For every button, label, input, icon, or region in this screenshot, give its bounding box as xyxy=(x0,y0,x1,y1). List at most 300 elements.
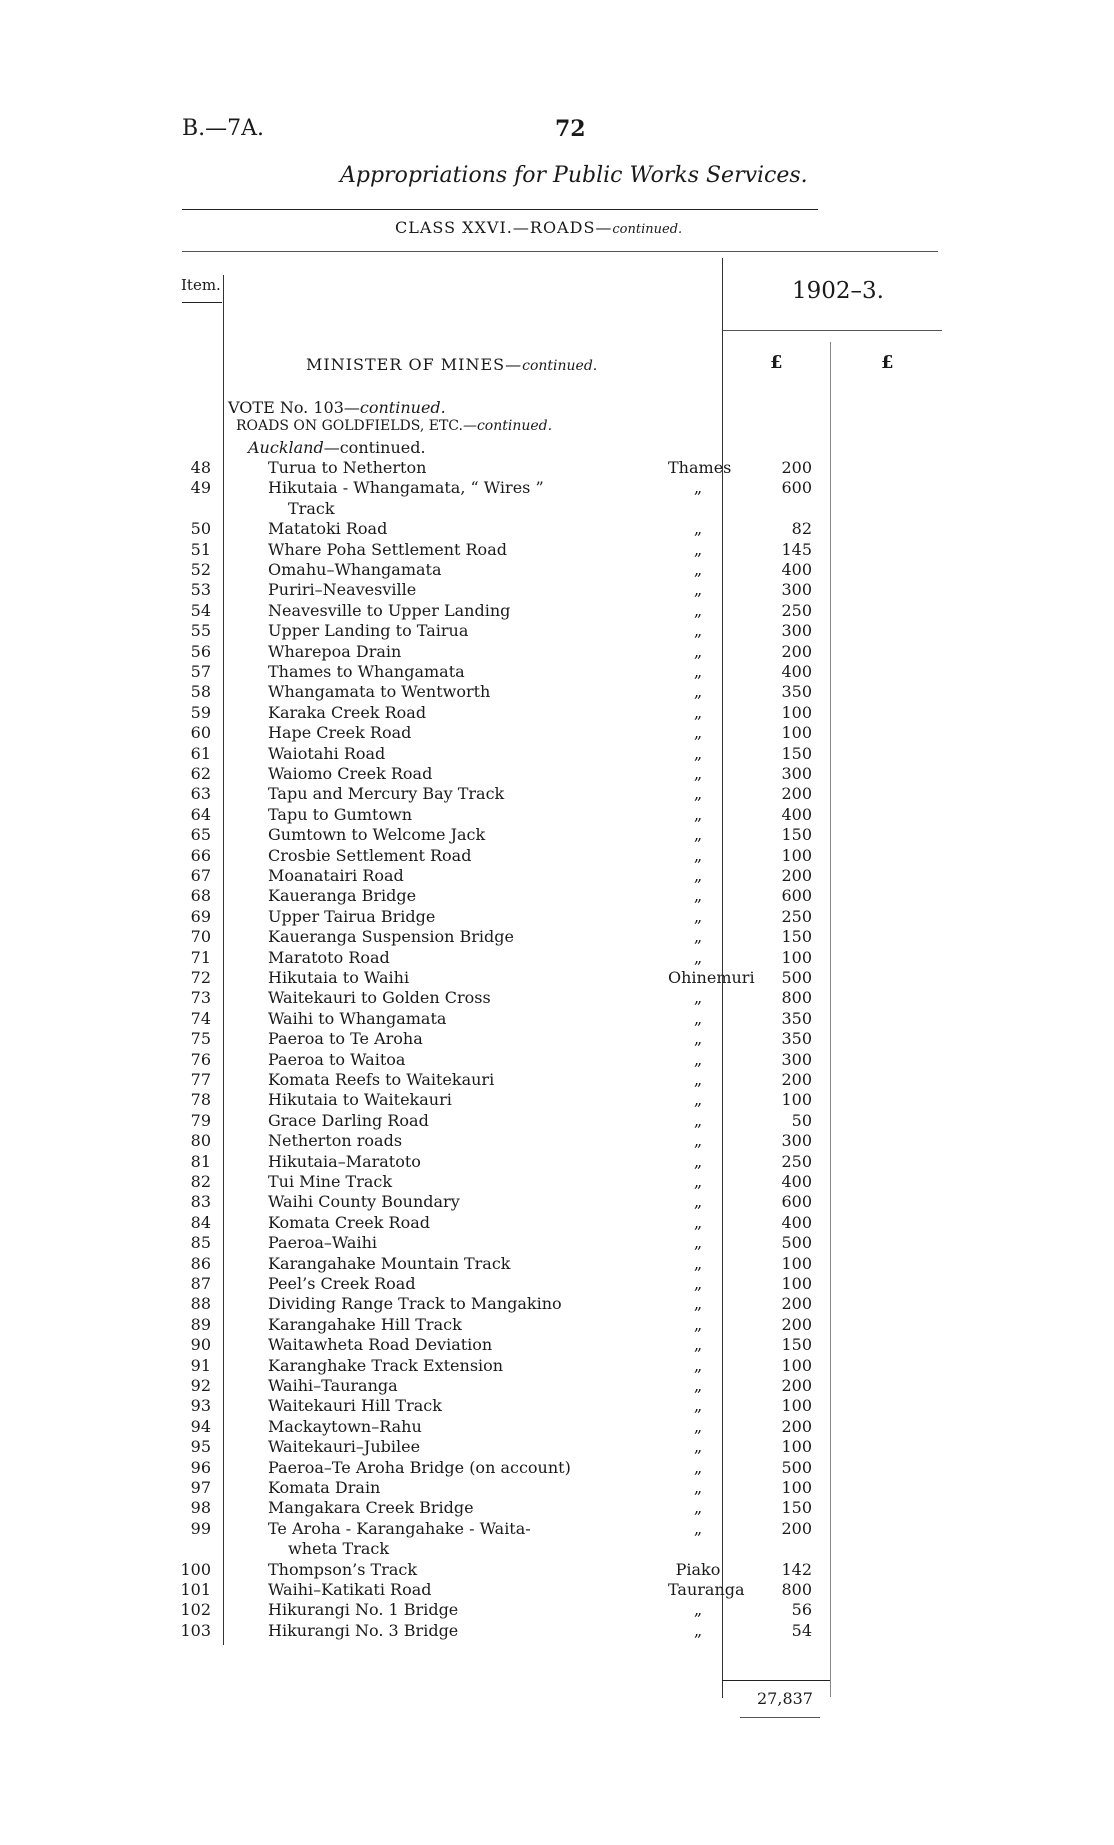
road-name: Tapu to Gumtown xyxy=(268,804,413,824)
amount: 600 xyxy=(781,1192,812,1212)
item-number: 64 xyxy=(190,804,211,824)
item-number: 100 xyxy=(180,1559,211,1579)
item-number: 49 xyxy=(190,478,211,498)
county: „ xyxy=(693,1376,703,1395)
item-number: 97 xyxy=(190,1478,211,1497)
amount: 145 xyxy=(781,539,812,559)
road-name: Omahu–Whangamata xyxy=(268,560,442,579)
amount: 100 xyxy=(781,947,812,967)
road-name: Karangahake Mountain Track xyxy=(268,1253,511,1273)
road-name: Peel’s Creek Road xyxy=(268,1274,416,1293)
table-row xyxy=(0,1233,1114,1253)
item-number: 50 xyxy=(190,519,211,539)
table-row xyxy=(0,1172,1114,1192)
table-row xyxy=(0,1519,1114,1539)
amount: 150 xyxy=(781,927,812,947)
road-name: Paeroa to Waitoa xyxy=(268,1049,406,1069)
road-name: Mackaytown–Rahu xyxy=(268,1416,422,1436)
amount: 500 xyxy=(781,1457,812,1477)
amount: 400 xyxy=(781,560,812,579)
county: „ xyxy=(693,906,703,926)
table-row xyxy=(0,1090,1114,1110)
table-row xyxy=(0,784,1114,804)
item-number: 87 xyxy=(190,1274,211,1293)
county: „ xyxy=(693,886,703,906)
road-name: Waiomo Creek Road xyxy=(268,764,433,783)
amount: 250 xyxy=(781,600,812,620)
amount: 150 xyxy=(781,1335,812,1355)
currency-header-2: £ xyxy=(881,352,894,373)
item-number: 70 xyxy=(190,927,211,947)
item-number: 103 xyxy=(180,1620,211,1640)
road-name: Komata Reefs to Waitekauri xyxy=(268,1070,495,1089)
table-row xyxy=(0,846,1114,866)
item-number: 93 xyxy=(190,1396,211,1416)
road-name: Mangakara Creek Bridge xyxy=(268,1498,474,1518)
county: „ xyxy=(693,1396,703,1416)
year-column-header: 1902–3. xyxy=(792,278,884,304)
county: „ xyxy=(693,1253,703,1273)
county: „ xyxy=(693,1437,703,1457)
table-row xyxy=(0,948,1114,968)
item-number: 74 xyxy=(190,1008,211,1028)
item-number: 57 xyxy=(190,662,211,681)
amount: 350 xyxy=(781,682,812,702)
item-number: 59 xyxy=(190,702,211,722)
table-row xyxy=(0,1580,1114,1600)
table-row xyxy=(0,560,1114,580)
county: „ xyxy=(693,1457,703,1477)
amount: 100 xyxy=(781,702,812,722)
amount: 400 xyxy=(781,1172,812,1191)
county: „ xyxy=(693,1090,703,1110)
road-name: Waitekauri–Jubilee xyxy=(268,1437,421,1457)
item-number: 68 xyxy=(190,886,211,906)
item-number: 94 xyxy=(190,1416,211,1436)
table-row xyxy=(0,519,1114,539)
table-row xyxy=(0,1396,1114,1416)
county: Ohinemuri xyxy=(668,968,755,987)
table-row xyxy=(0,1050,1114,1070)
amount: 150 xyxy=(781,743,812,763)
county: „ xyxy=(693,580,703,600)
road-name: Waitekauri Hill Track xyxy=(268,1396,442,1416)
item-number: 62 xyxy=(190,764,211,783)
road-name: Moanatairi Road xyxy=(268,866,404,885)
road-name: Maratoto Road xyxy=(268,947,390,967)
amount: 200 xyxy=(781,458,812,477)
table-row xyxy=(0,1029,1114,1049)
amount: 800 xyxy=(781,1580,812,1599)
county: „ xyxy=(693,1131,703,1151)
road-name: Waitekauri to Golden Cross xyxy=(268,988,491,1008)
amount: 100 xyxy=(781,1090,812,1110)
class-heading: CLASS XXVI.—ROADS—continued. xyxy=(395,218,683,237)
county: „ xyxy=(693,988,703,1008)
table-row xyxy=(0,662,1114,682)
amount: 400 xyxy=(781,1212,812,1232)
table-row xyxy=(0,642,1114,662)
road-name: Whare Poha Settlement Road xyxy=(268,539,507,559)
amount: 400 xyxy=(781,662,812,681)
amount: 100 xyxy=(781,845,812,865)
item-number: 85 xyxy=(190,1233,211,1253)
road-name: Komata Drain xyxy=(268,1478,381,1497)
item-number: 63 xyxy=(190,784,211,804)
county: „ xyxy=(693,1355,703,1375)
road-name-continuation: Track xyxy=(288,498,335,518)
county: „ xyxy=(693,947,703,967)
amount: 400 xyxy=(781,804,812,824)
amount: 350 xyxy=(781,1029,812,1049)
table-row xyxy=(0,1192,1114,1212)
amount: 300 xyxy=(781,1131,812,1151)
amount: 800 xyxy=(781,988,812,1008)
amount: 600 xyxy=(781,478,812,498)
road-name: Paeroa–Te Aroha Bridge (on account) xyxy=(268,1457,571,1477)
item-number: 60 xyxy=(190,723,211,743)
county: „ xyxy=(693,1212,703,1232)
item-number: 52 xyxy=(190,560,211,579)
amount: 200 xyxy=(781,1294,812,1314)
table-row xyxy=(0,764,1114,784)
item-number: 86 xyxy=(190,1253,211,1273)
table-row xyxy=(0,723,1114,743)
county: „ xyxy=(693,1110,703,1130)
road-name: Waihi County Boundary xyxy=(268,1192,460,1212)
table-row xyxy=(0,1376,1114,1396)
item-number: 90 xyxy=(190,1335,211,1355)
county: „ xyxy=(693,1151,703,1171)
item-number: 61 xyxy=(190,743,211,763)
total-double-rule xyxy=(740,1717,820,1718)
amount: 500 xyxy=(781,1233,812,1253)
table-row xyxy=(0,1478,1114,1498)
table-row xyxy=(0,478,1114,498)
page-title: Appropriations for Public Works Services. xyxy=(340,163,808,188)
table-row xyxy=(0,540,1114,560)
item-number: 51 xyxy=(190,539,211,559)
county: „ xyxy=(693,866,703,885)
amount: 200 xyxy=(781,1518,812,1538)
amount: 200 xyxy=(781,1416,812,1436)
county: „ xyxy=(693,1620,703,1640)
county: „ xyxy=(693,1314,703,1334)
road-name: Crosbie Settlement Road xyxy=(268,845,472,865)
county: „ xyxy=(693,560,703,579)
county: „ xyxy=(693,662,703,681)
district-heading: Auckland—continued. xyxy=(248,438,426,457)
item-number: 53 xyxy=(190,580,211,600)
amount: 82 xyxy=(791,519,812,539)
amount: 100 xyxy=(781,723,812,743)
item-number: 88 xyxy=(190,1294,211,1314)
county: „ xyxy=(693,1335,703,1355)
county: „ xyxy=(693,1008,703,1028)
item-number: 79 xyxy=(190,1110,211,1130)
item-number: 102 xyxy=(180,1600,211,1620)
minister-heading: MINISTER OF MINES—continued. xyxy=(306,355,598,374)
county: „ xyxy=(693,539,703,559)
table-row xyxy=(0,1458,1114,1478)
table-row xyxy=(0,1274,1114,1294)
road-name: Gumtown to Welcome Jack xyxy=(268,825,486,845)
table-row xyxy=(0,1111,1114,1131)
road-name: Paeroa–Waihi xyxy=(268,1233,378,1253)
county: „ xyxy=(693,1274,703,1293)
item-number: 91 xyxy=(190,1355,211,1375)
road-name: Tapu and Mercury Bay Track xyxy=(268,784,505,804)
item-number: 73 xyxy=(190,988,211,1008)
item-number: 92 xyxy=(190,1376,211,1395)
item-number: 72 xyxy=(190,968,211,987)
county: „ xyxy=(693,682,703,702)
county: „ xyxy=(693,1070,703,1089)
road-name: Hikutaia–Maratoto xyxy=(268,1151,421,1171)
amount: 142 xyxy=(781,1559,812,1579)
table-row xyxy=(0,825,1114,845)
amount: 100 xyxy=(781,1478,812,1497)
road-name: Matatoki Road xyxy=(268,519,388,539)
item-number: 76 xyxy=(190,1049,211,1069)
amount: 250 xyxy=(781,906,812,926)
table-row xyxy=(0,988,1114,1008)
amount: 200 xyxy=(781,1070,812,1089)
amount: 200 xyxy=(781,1314,812,1334)
amount: 300 xyxy=(781,764,812,783)
item-number: 95 xyxy=(190,1437,211,1457)
road-name: Karanghake Track Extension xyxy=(268,1355,504,1375)
total-amount: 27,837 xyxy=(757,1689,813,1708)
county: „ xyxy=(693,927,703,947)
item-number: 69 xyxy=(190,906,211,926)
road-name: Upper Landing to Tairua xyxy=(268,621,469,641)
currency-header-1: £ xyxy=(770,352,783,373)
item-number: 96 xyxy=(190,1457,211,1477)
county: „ xyxy=(693,1049,703,1069)
item-number: 58 xyxy=(190,682,211,702)
table-row xyxy=(0,886,1114,906)
county: „ xyxy=(693,1294,703,1314)
county: Tauranga xyxy=(668,1580,745,1599)
item-number: 99 xyxy=(190,1518,211,1538)
county: „ xyxy=(693,478,703,498)
table-row xyxy=(0,805,1114,825)
county: „ xyxy=(693,1029,703,1049)
vote-heading: VOTE No. 103—continued. xyxy=(228,398,446,417)
amount: 100 xyxy=(781,1274,812,1293)
item-number: 83 xyxy=(190,1192,211,1212)
amount: 300 xyxy=(781,621,812,641)
amount: 150 xyxy=(781,825,812,845)
item-number: 65 xyxy=(190,825,211,845)
year-header-rule xyxy=(722,330,942,331)
road-name: Komata Creek Road xyxy=(268,1212,430,1232)
road-name: Neavesville to Upper Landing xyxy=(268,600,511,620)
road-name: Hikutaia - Whangamata, “ Wires ” xyxy=(268,478,544,498)
item-number: 54 xyxy=(190,600,211,620)
amount: 600 xyxy=(781,886,812,906)
table-row xyxy=(0,1437,1114,1457)
amount: 200 xyxy=(781,866,812,885)
table-row xyxy=(0,907,1114,927)
road-name: Grace Darling Road xyxy=(268,1110,429,1130)
roads-heading: ROADS ON GOLDFIELDS, ETC.—continued. xyxy=(236,418,553,434)
item-number: 71 xyxy=(190,947,211,967)
county: „ xyxy=(693,1233,703,1253)
item-number: 77 xyxy=(190,1070,211,1089)
item-number: 48 xyxy=(190,458,211,477)
table-row xyxy=(0,1070,1114,1090)
road-name: Te Aroha - Karangahake - Waita- xyxy=(268,1518,531,1538)
county: Thames xyxy=(668,458,732,477)
county: „ xyxy=(693,1518,703,1538)
road-name: Paeroa to Te Aroha xyxy=(268,1029,423,1049)
road-name: Tui Mine Track xyxy=(268,1172,393,1191)
item-number: 82 xyxy=(190,1172,211,1191)
road-name: Puriri–Neavesville xyxy=(268,580,417,600)
road-name: Kaueranga Suspension Bridge xyxy=(268,927,514,947)
table-row xyxy=(0,601,1114,621)
amount: 200 xyxy=(781,1376,812,1395)
road-name: Thames to Whangamata xyxy=(268,662,465,681)
county: „ xyxy=(693,1600,703,1620)
road-name: Turua to Netherton xyxy=(268,458,427,477)
item-number: 67 xyxy=(190,866,211,885)
table-row xyxy=(0,1131,1114,1151)
table-row xyxy=(0,1498,1114,1518)
item-number: 75 xyxy=(190,1029,211,1049)
road-name: Hikutaia to Waihi xyxy=(268,968,410,987)
page-number: 72 xyxy=(555,116,586,142)
amount: 56 xyxy=(791,1600,812,1620)
county: „ xyxy=(693,1478,703,1497)
county: „ xyxy=(693,1498,703,1518)
county: „ xyxy=(693,641,703,661)
road-name: Thompson’s Track xyxy=(268,1559,418,1579)
item-number: 80 xyxy=(190,1131,211,1151)
table-row xyxy=(0,580,1114,600)
road-name: Wharepoa Drain xyxy=(268,641,402,661)
amount: 100 xyxy=(781,1396,812,1416)
county: Piako xyxy=(675,1559,721,1579)
top-rule xyxy=(182,209,818,210)
table-row xyxy=(0,1335,1114,1355)
county: „ xyxy=(693,743,703,763)
amount: 100 xyxy=(781,1437,812,1457)
item-number: 66 xyxy=(190,845,211,865)
county: „ xyxy=(693,804,703,824)
header-rule xyxy=(182,251,938,252)
item-column-header: Item. xyxy=(181,276,221,294)
total-rule xyxy=(722,1680,830,1681)
road-name: Karaka Creek Road xyxy=(268,702,427,722)
table-row xyxy=(0,458,1114,478)
table-row xyxy=(0,1417,1114,1437)
county: „ xyxy=(693,784,703,804)
item-number: 55 xyxy=(190,621,211,641)
road-name: Waihi–Tauranga xyxy=(268,1376,398,1395)
road-name: Waihi–Katikati Road xyxy=(268,1580,432,1599)
table-row xyxy=(0,621,1114,641)
table-row xyxy=(0,1009,1114,1029)
county: „ xyxy=(693,845,703,865)
table-row xyxy=(0,866,1114,886)
table-row xyxy=(0,1621,1114,1641)
table-row xyxy=(0,1152,1114,1172)
item-number: 98 xyxy=(190,1498,211,1518)
table-row xyxy=(0,1254,1114,1274)
item-header-underline xyxy=(182,302,222,303)
county: „ xyxy=(693,764,703,783)
item-number: 89 xyxy=(190,1314,211,1334)
county: „ xyxy=(693,702,703,722)
amount: 300 xyxy=(781,1049,812,1069)
road-name: Waiotahi Road xyxy=(268,743,386,763)
road-name: Upper Tairua Bridge xyxy=(268,906,436,926)
county: „ xyxy=(693,1416,703,1436)
road-name: Whangamata to Wentworth xyxy=(268,682,491,702)
amount: 250 xyxy=(781,1151,812,1171)
table-row xyxy=(0,1294,1114,1314)
road-name: Karangahake Hill Track xyxy=(268,1314,462,1334)
table-row xyxy=(0,1213,1114,1233)
road-name: Hikurangi No. 1 Bridge xyxy=(268,1600,459,1620)
amount: 54 xyxy=(791,1620,812,1640)
county: „ xyxy=(693,621,703,641)
table-row xyxy=(0,1315,1114,1335)
county: „ xyxy=(693,519,703,539)
table-row xyxy=(0,1356,1114,1376)
road-name: Hikurangi No. 3 Bridge xyxy=(268,1620,459,1640)
table-row xyxy=(0,744,1114,764)
table-row xyxy=(0,682,1114,702)
county: „ xyxy=(693,1172,703,1191)
road-name: Kaueranga Bridge xyxy=(268,886,417,906)
amount: 500 xyxy=(781,968,812,987)
item-number: 84 xyxy=(190,1212,211,1232)
amount: 350 xyxy=(781,1008,812,1028)
county: „ xyxy=(693,723,703,743)
table-row xyxy=(0,927,1114,947)
amount: 200 xyxy=(781,784,812,804)
table-row xyxy=(0,968,1114,988)
document-reference: B.—7A. xyxy=(182,116,265,141)
item-number: 101 xyxy=(180,1580,211,1599)
road-name: Waitawheta Road Deviation xyxy=(268,1335,493,1355)
amount: 200 xyxy=(781,641,812,661)
table-row xyxy=(0,1600,1114,1620)
item-number: 81 xyxy=(190,1151,211,1171)
road-name: Hape Creek Road xyxy=(268,723,412,743)
road-name: Hikutaia to Waitekauri xyxy=(268,1090,452,1110)
road-name-continuation: wheta Track xyxy=(288,1539,390,1559)
amount: 50 xyxy=(791,1110,812,1130)
table-row-continuation xyxy=(0,499,1114,519)
road-name: Waihi to Whangamata xyxy=(268,1008,447,1028)
county: „ xyxy=(693,825,703,845)
amount: 100 xyxy=(781,1355,812,1375)
amount: 300 xyxy=(781,580,812,600)
table-row xyxy=(0,703,1114,723)
amount: 100 xyxy=(781,1253,812,1273)
county: „ xyxy=(693,600,703,620)
item-number: 56 xyxy=(190,641,211,661)
road-name: Dividing Range Track to Mangakino xyxy=(268,1294,562,1314)
county: „ xyxy=(693,1192,703,1212)
item-number: 78 xyxy=(190,1090,211,1110)
table-row xyxy=(0,1560,1114,1580)
